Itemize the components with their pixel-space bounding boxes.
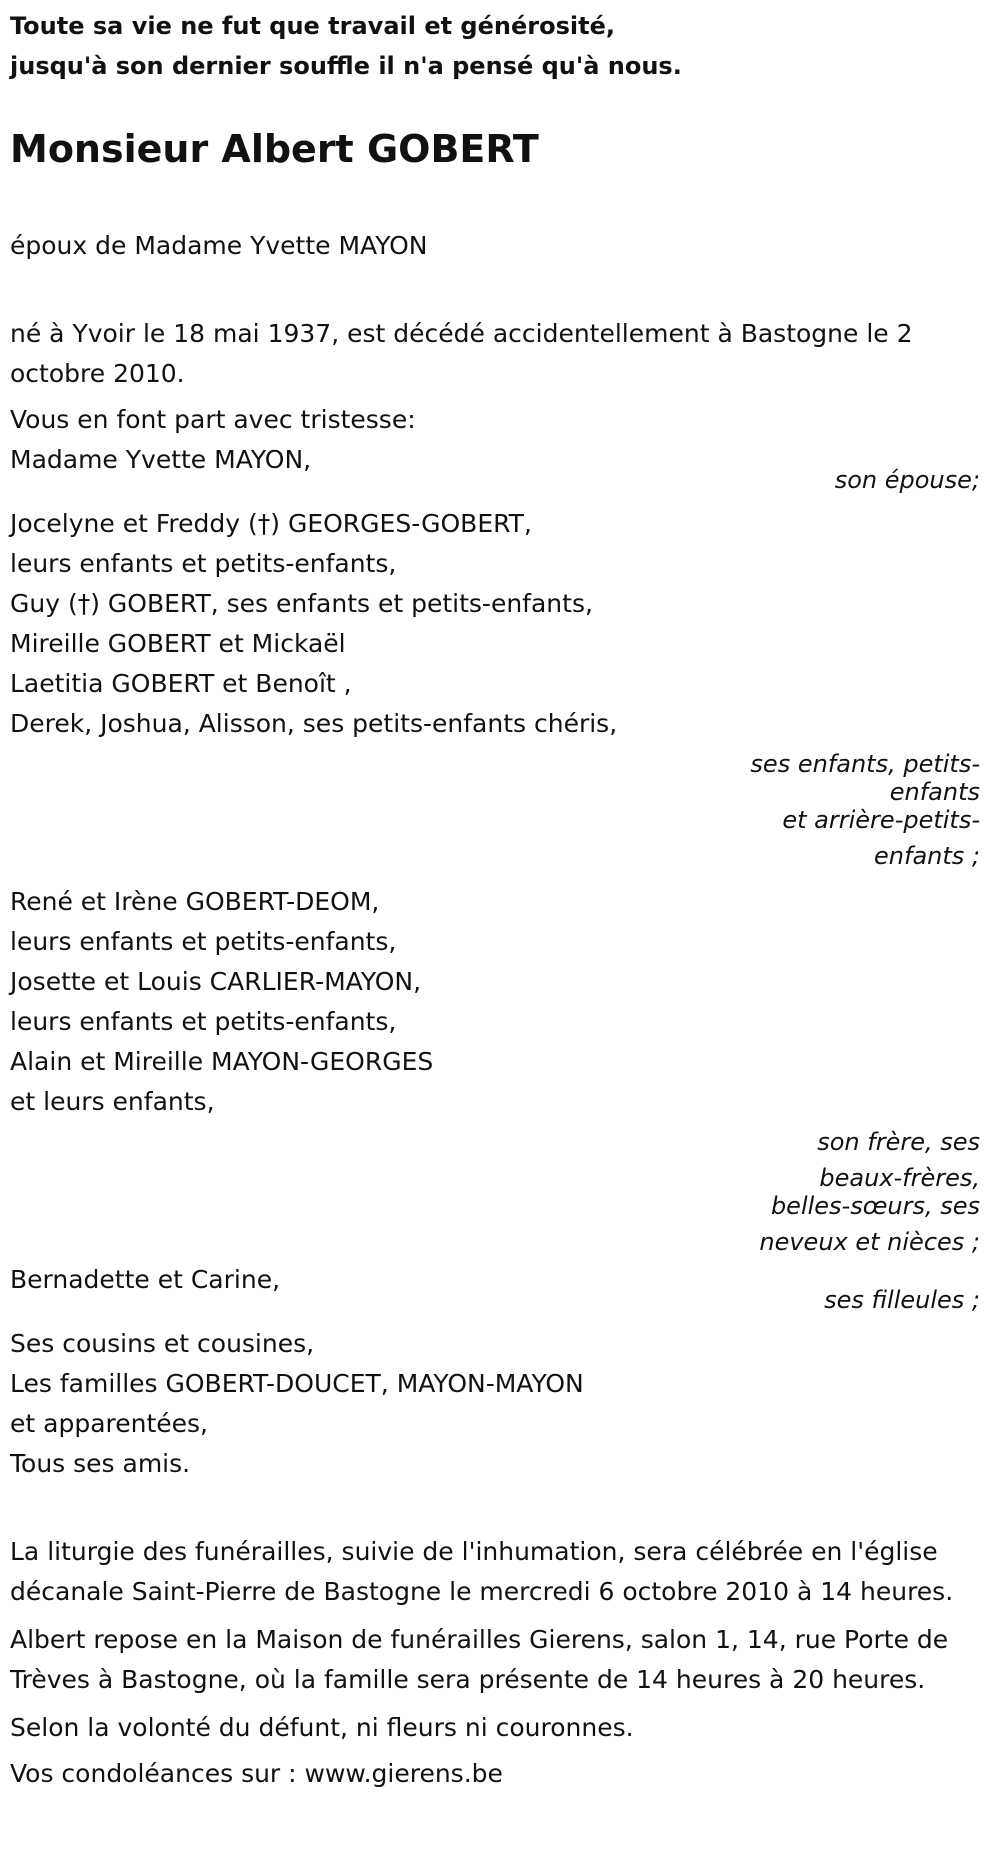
family-line: René et Irène GOBERT-DEOM,: [10, 887, 380, 916]
birth-death-text: né à Yvoir le 18 mai 1937, est décédé accidentellement à Bastogne le 2 octobre 2010.: [10, 319, 913, 388]
family-group-others: [10, 1324, 990, 1484]
family-group-siblings: [10, 882, 990, 1256]
family-line: Laetitia GOBERT et Benoît ,: [10, 669, 352, 698]
family-line: Guy (†) GOBERT, ses enfants et petits-enfants,: [10, 589, 593, 618]
viewing-text: Albert repose en la Maison de funérailles Gierens, salon 1, 14, rue Porte de Trèves à Bastogne, où la famille sera présente de 14 heures à 20 heures.: [10, 1625, 949, 1694]
family-line: Derek, Joshua, Alisson, ses petits-enfants chéris,: [10, 709, 618, 738]
funeral-text: La liturgie des funérailles, suivie de l'inhumation, sera célébrée en l'église décanale Saint-Pierre de Bastogne le mercredi 6 octobre 2010 à 14 heures.: [10, 1537, 954, 1606]
role-line: et arrière-petits-: [782, 806, 980, 834]
family-group-children: [10, 504, 990, 870]
family-role: [0, 750, 980, 870]
role-line: belles-sœurs, ses: [770, 1192, 980, 1220]
family-line: Josette et Louis CARLIER-MAYON,: [10, 967, 422, 996]
role-line: son frère, ses: [817, 1128, 980, 1156]
family-group-goddaughters: [10, 1260, 990, 1320]
family-line: Bernadette et Carine,: [10, 1265, 281, 1294]
role-line: ses enfants, petits-: [750, 750, 980, 778]
role-line: son épouse;: [834, 466, 980, 494]
deceased-name: Monsieur Albert GOBERT: [10, 127, 539, 171]
epitaph-line: jusqu'à son dernier souffle il n'a pensé qu'à nous.: [10, 52, 682, 80]
family-role: [0, 460, 980, 500]
family-line: leurs enfants et petits-enfants,: [10, 927, 397, 956]
role-line: neveux et nièces ;: [759, 1228, 980, 1256]
family-line: Ses cousins et cousines,: [10, 1329, 315, 1358]
family-line: Madame Yvette MAYON,: [10, 445, 312, 474]
family-line: Mireille GOBERT et Mickaël: [10, 629, 346, 658]
family-line: et apparentées,: [10, 1409, 208, 1438]
family-role: [0, 1128, 980, 1256]
role-line: ses filleules ;: [824, 1286, 980, 1314]
flowers-text: Selon la volonté du défunt, ni fleurs ni couronnes.: [10, 1713, 634, 1742]
family-group-spouse: [10, 440, 990, 500]
epitaph-line: Toute sa vie ne fut que travail et générosité,: [10, 12, 615, 40]
role-line: enfants: [889, 778, 980, 806]
family-line: leurs enfants et petits-enfants,: [10, 549, 397, 578]
family-role: [0, 1280, 980, 1320]
family-line: Alain et Mireille MAYON-GEORGES: [10, 1047, 434, 1076]
family-line: leurs enfants et petits-enfants,: [10, 1007, 397, 1036]
condolences-text: Vos condoléances sur : www.gierens.be: [10, 1759, 503, 1788]
spouse-line: époux de Madame Yvette MAYON: [10, 231, 428, 260]
announcement-intro: Vous en font part avec tristesse:: [10, 405, 416, 434]
family-line: Les familles GOBERT-DOUCET, MAYON-MAYON: [10, 1369, 584, 1398]
family-line: Tous ses amis.: [10, 1449, 191, 1478]
role-line: beaux-frères,: [819, 1164, 980, 1192]
role-line: enfants ;: [874, 842, 980, 870]
family-line: Jocelyne et Freddy (†) GEORGES-GOBERT,: [10, 509, 532, 538]
epitaph: [10, 0, 990, 86]
family-line: et leurs enfants,: [10, 1087, 215, 1116]
